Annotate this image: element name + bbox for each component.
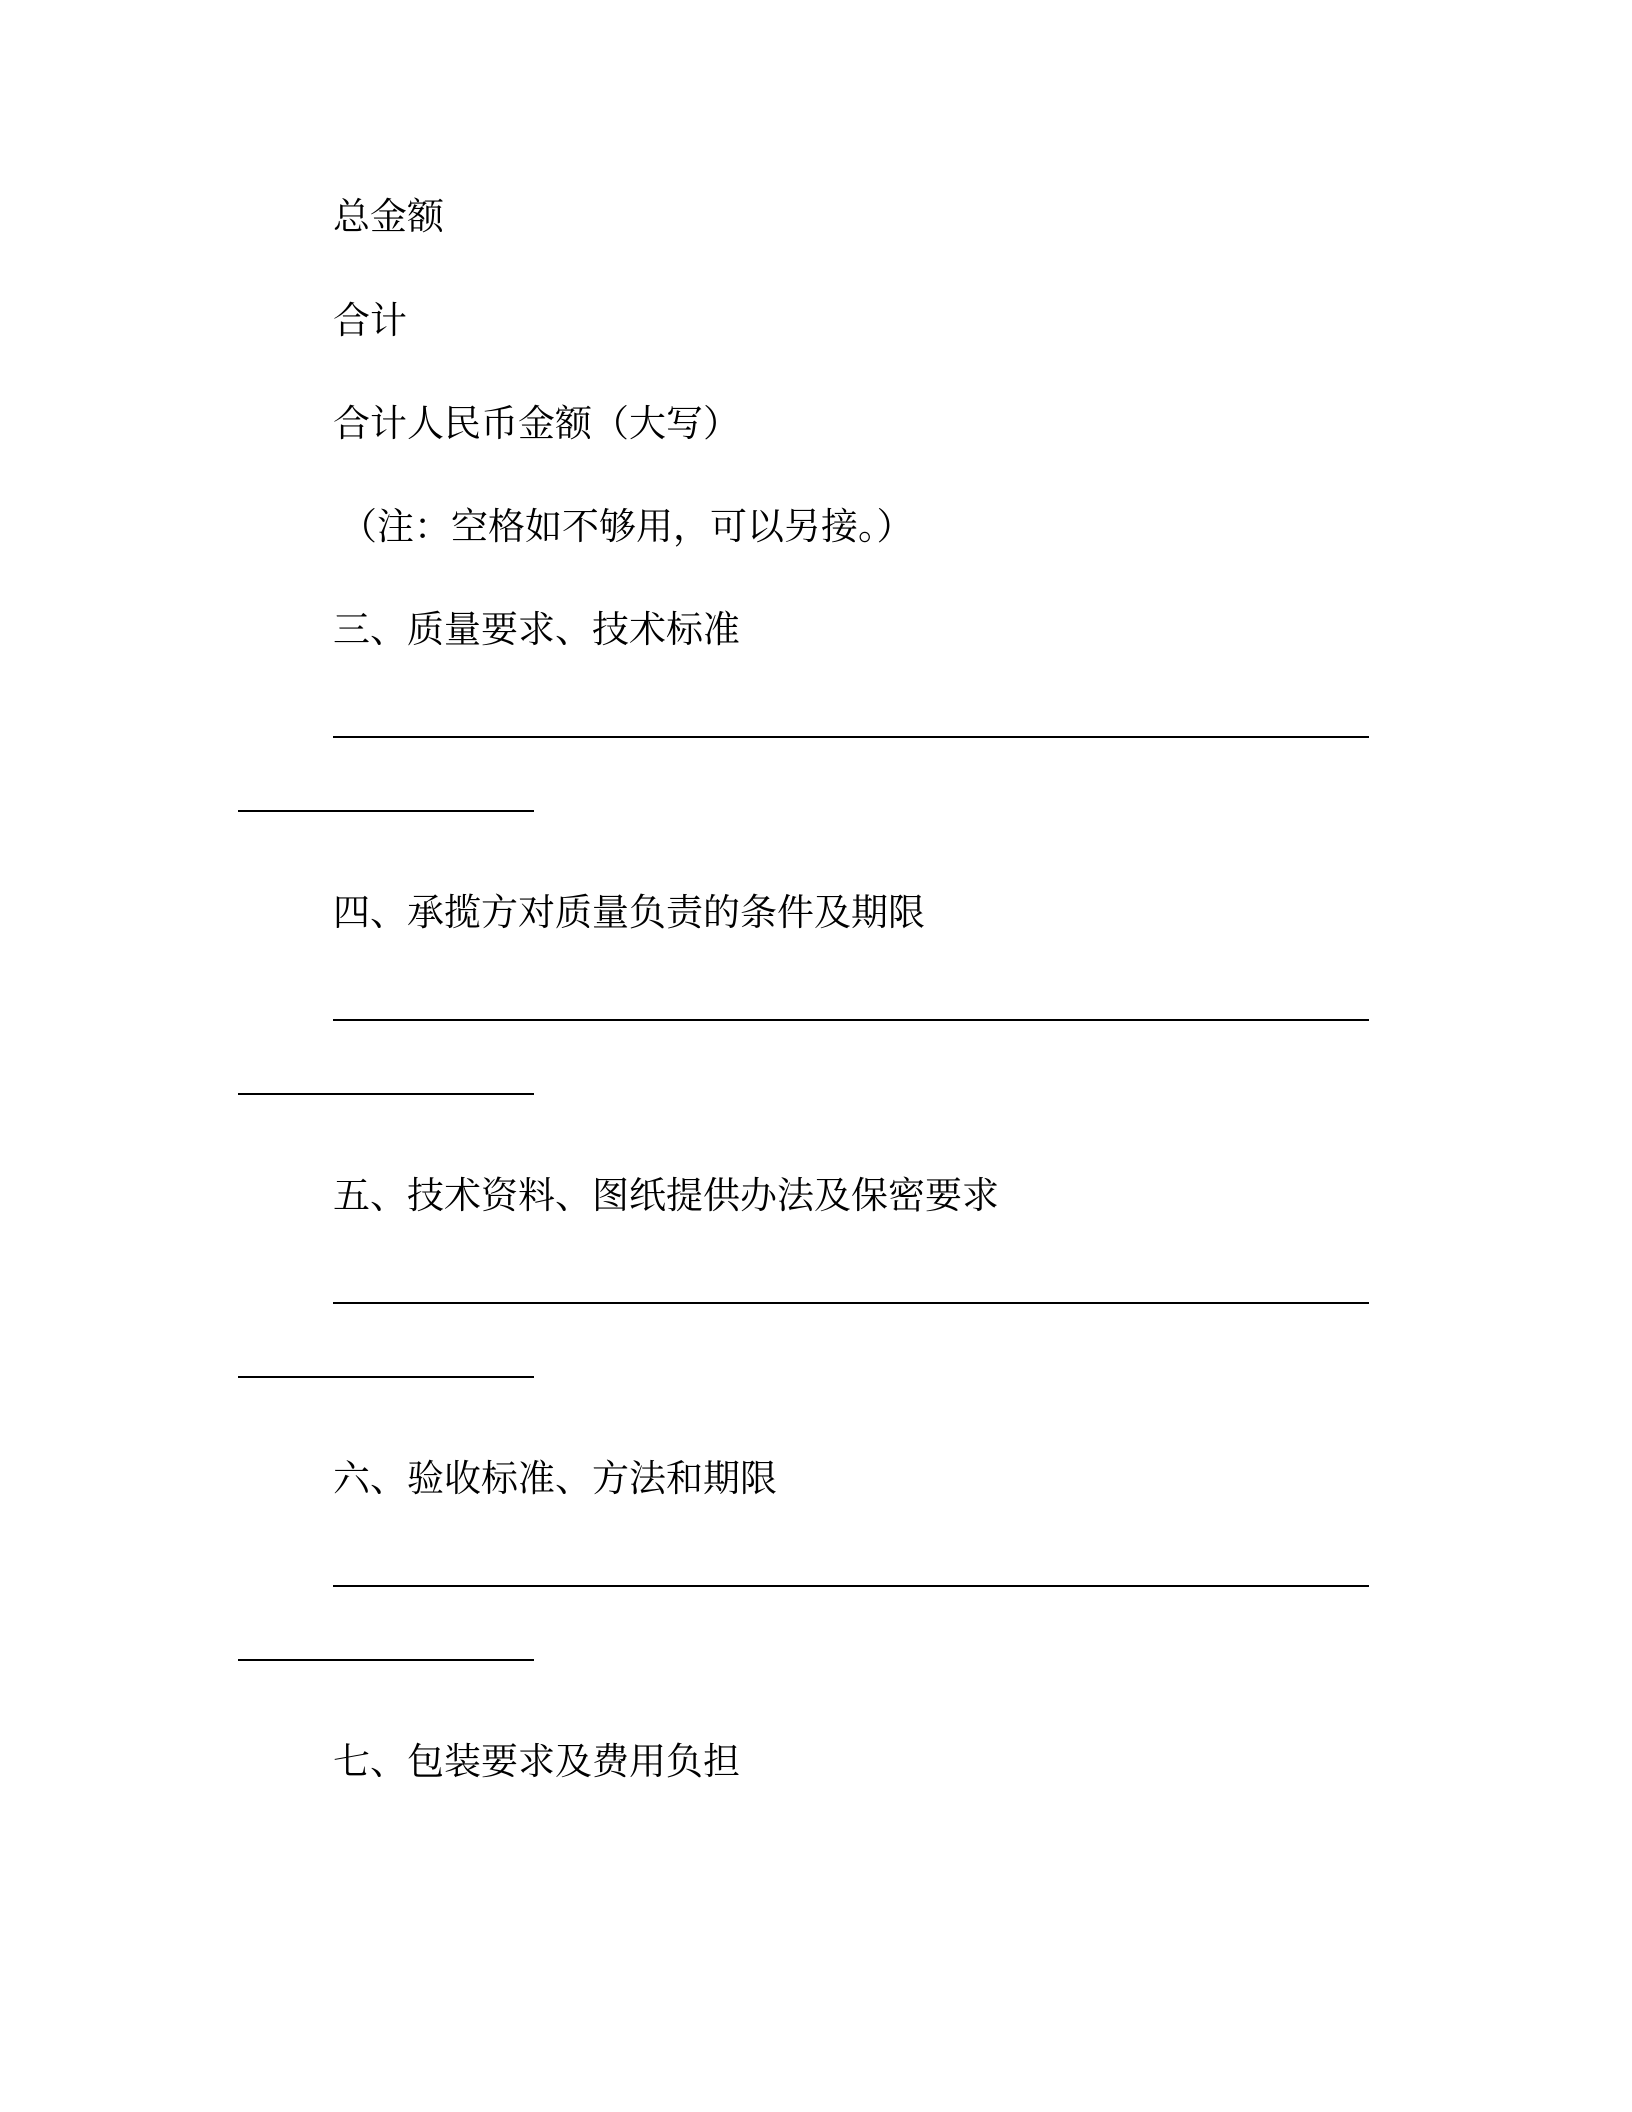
subtotal-label: 合计 [333,299,407,342]
section-5-fill-line-2 [238,1376,534,1378]
section-4-heading: 四、承揽方对质量负责的条件及期限 [333,891,925,934]
section-6-fill-line-2 [238,1659,534,1661]
section-6-heading: 六、验收标准、方法和期限 [333,1457,777,1500]
section-5-fill-line-1 [333,1302,1369,1304]
rmb-amount-uppercase-label: 合计人民币金额（大写） [333,402,740,445]
section-4-fill-line-1 [333,1019,1369,1021]
section-3-heading: 三、质量要求、技术标准 [333,608,740,651]
section-5-heading: 五、技术资料、图纸提供办法及保密要求 [333,1174,999,1217]
section-3-fill-line-1 [333,736,1369,738]
total-amount-label: 总金额 [333,195,444,238]
note-text: （注：空格如不够用，可以另接。） [340,505,914,548]
section-6-fill-line-1 [333,1585,1369,1587]
section-3-fill-line-2 [238,810,534,812]
section-4-fill-line-2 [238,1093,534,1095]
section-7-heading: 七、包装要求及费用负担 [333,1740,740,1783]
